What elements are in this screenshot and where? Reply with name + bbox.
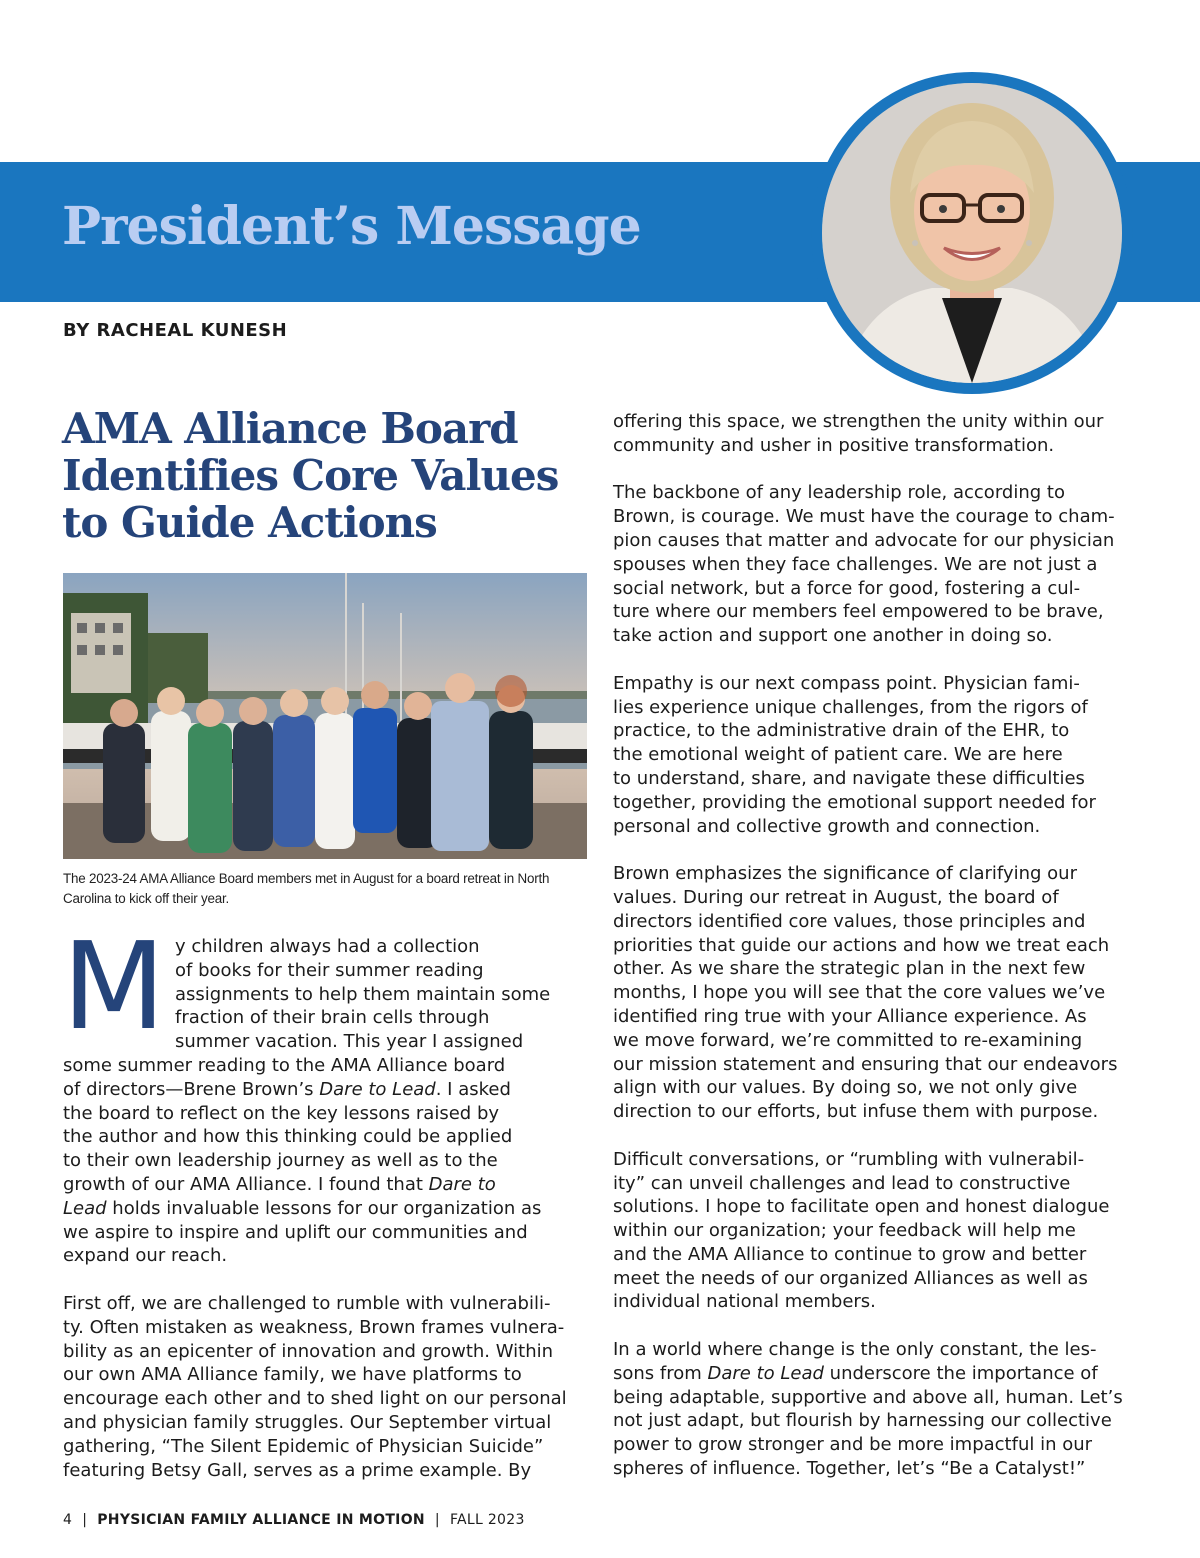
text-line: our mission statement and ensuring that our endeavors [613,1053,1118,1075]
text-line: personal and collective growth and connection. [613,815,1041,837]
book-title: Dare to [428,1173,496,1195]
text-line: we aspire to inspire and uplift our communities and [63,1221,528,1243]
text-line: Brown, is courage. We must have the courage to cham- [613,506,1115,528]
text-line: identified ring true with your Alliance experience. As [613,1005,1087,1027]
text-line: y children always had a collection [175,936,480,957]
article-paragraph [62,918,593,1268]
text-line: The backbone of any leadership role, according to [613,482,1065,504]
text-line: not just adapt, but flourish by harnessing our collective [613,1410,1112,1432]
article-paragraph [613,481,1143,648]
text-line: lies experience unique challenges, from the rigors of [613,696,1088,718]
text-line: Difficult conversations, or “rumbling with vulnerabil- [613,1148,1085,1170]
text-line: meet the needs of our organized Alliances as well as [613,1267,1088,1289]
text-line: within our organization; your feedback will help me [613,1220,1076,1242]
text-line: our own AMA Alliance family, we have platforms to [63,1364,522,1386]
text-line: featuring Betsy Gall, serves as a prime example. By [63,1459,532,1481]
text-line: underscore the importance of [823,1362,1098,1384]
group-photo [63,573,587,859]
text-line: other. As we share the strategic plan in the next few [613,958,1086,980]
text-line: ity” can unveil challenges and lead to constructive [613,1172,1071,1194]
text-line: of books for their summer reading [175,959,484,981]
text-line: and physician family struggles. Our September virtual [63,1411,552,1433]
text-line: offering this space, we strengthen the unity within our [613,411,1104,432]
text-line: Empathy is our next compass point. Physician fami- [613,672,1080,694]
article-paragraph [613,672,1143,839]
text-line: ty. Often mistaken as weakness, Brown frames vulnera- [63,1316,565,1338]
text-line: spouses when they face challenges. We are not just a [613,553,1098,575]
headline-line: AMA Alliance Board [62,404,518,453]
book-title: Lead [63,1197,107,1219]
text-line: assignments to help them maintain some [175,983,551,1005]
text-line: community and usher in positive transformation. [613,434,1055,456]
text-line: practice, to the administrative drain of the EHR, to [613,720,1070,742]
text-line: and the AMA Alliance to continue to grow and better [613,1243,1087,1265]
text-line: individual national members. [613,1291,876,1313]
text-line: spheres of influence. Together, let’s “Be a Catalyst!” [613,1458,1086,1480]
text-line: holds invaluable lessons for our organization as [106,1197,542,1219]
text-line: Brown emphasizes the significance of clarifying our [613,863,1077,885]
text-line: take action and support one another in doing so. [613,625,1053,647]
article-column-left [62,918,593,1482]
text-line: fraction of their brain cells through [175,1007,490,1029]
issue-label: FALL 2023 [449,1512,525,1528]
text-line: pion causes that matter and advocate for our physician [613,529,1115,551]
text-line: expand our reach. [63,1245,228,1267]
publication-name: PHYSICIAN FAMILY ALLIANCE IN MOTION [97,1512,425,1528]
text-line: In a world where change is the only constant, the les- [613,1339,1097,1361]
group-photo-image [63,573,587,859]
text-line: we move forward, we’re committed to re-examining [613,1029,1083,1051]
footer-separator: | [82,1512,88,1528]
text-line: directors identified core values, those principles and [613,910,1086,932]
text-line: . I asked [435,1078,511,1100]
text-line: sons from [613,1362,708,1384]
article-paragraph [613,410,1143,458]
article-paragraph [63,1292,593,1482]
text-line: ture where our members feel empowered to be brave, [613,601,1104,623]
page-footer [63,1512,525,1528]
author-portrait [811,72,1133,394]
article-paragraph [613,1148,1143,1315]
article-column-right [613,410,1143,1481]
text-line: social network, but a force for good, fostering a cul- [613,577,1081,599]
section-title: President’s Message [62,196,641,257]
photo-caption [63,869,593,909]
text-line: some summer reading to the AMA Alliance board [63,1054,506,1076]
text-line: priorities that guide our actions and how we treat each [613,934,1110,956]
text-line: the emotional weight of patient care. We are here [613,744,1063,766]
book-title: Dare to Lead [707,1362,824,1384]
text-line: the board to reflect on the key lessons raised by [63,1102,500,1124]
text-line: growth of our AMA Alliance. I found that [63,1173,429,1195]
text-line: bility as an epicenter of innovation and growth. Within [63,1340,554,1362]
text-line: to understand, share, and navigate these difficulties [613,767,1085,789]
author-portrait-image [822,83,1122,383]
byline: BY RACHEAL KUNESH [63,320,288,341]
text-line: summer vacation. This year I assigned [175,1031,524,1053]
text-line: being adaptable, supportive and above all, human. Let’s [613,1386,1123,1408]
text-line: First off, we are challenged to rumble with vulnerabili- [63,1292,551,1314]
text-line: together, providing the emotional support needed for [613,791,1096,813]
drop-cap: M [62,918,166,1057]
text-line: of directors—Brene Brown’s [63,1078,320,1100]
article-paragraph [613,862,1143,1124]
text-line: months, I hope you will see that the core values we’ve [613,982,1106,1004]
text-line: encourage each other and to shed light on our personal [63,1388,567,1410]
article-paragraph [613,1338,1143,1481]
text-line: align with our values. By doing so, we not only give [613,1077,1078,1099]
page-number: 4 [63,1512,73,1528]
text-line: the author and how this thinking could be applied [63,1126,513,1148]
caption-line: The 2023-24 AMA Alliance Board members met in August for a board retreat in North [63,871,550,886]
text-line: power to grow stronger and be more impactful in our [613,1434,1093,1456]
text-line: to their own leadership journey as well as to the [63,1150,498,1172]
text-line: direction to our efforts, but infuse them with purpose. [613,1101,1099,1123]
text-line: values. During our retreat in August, the board of [613,886,1059,908]
headline-line: Identifies Core Values [62,451,559,500]
caption-line: Carolina to kick off their year. [63,891,230,906]
text-line: gathering, “The Silent Epidemic of Physician Suicide” [63,1435,544,1457]
text-line: solutions. I hope to facilitate open and honest dialogue [613,1196,1110,1218]
footer-separator: | [434,1512,440,1528]
book-title: Dare to Lead [319,1078,436,1100]
headline-line: to Guide Actions [62,498,437,547]
article-headline [62,405,582,546]
